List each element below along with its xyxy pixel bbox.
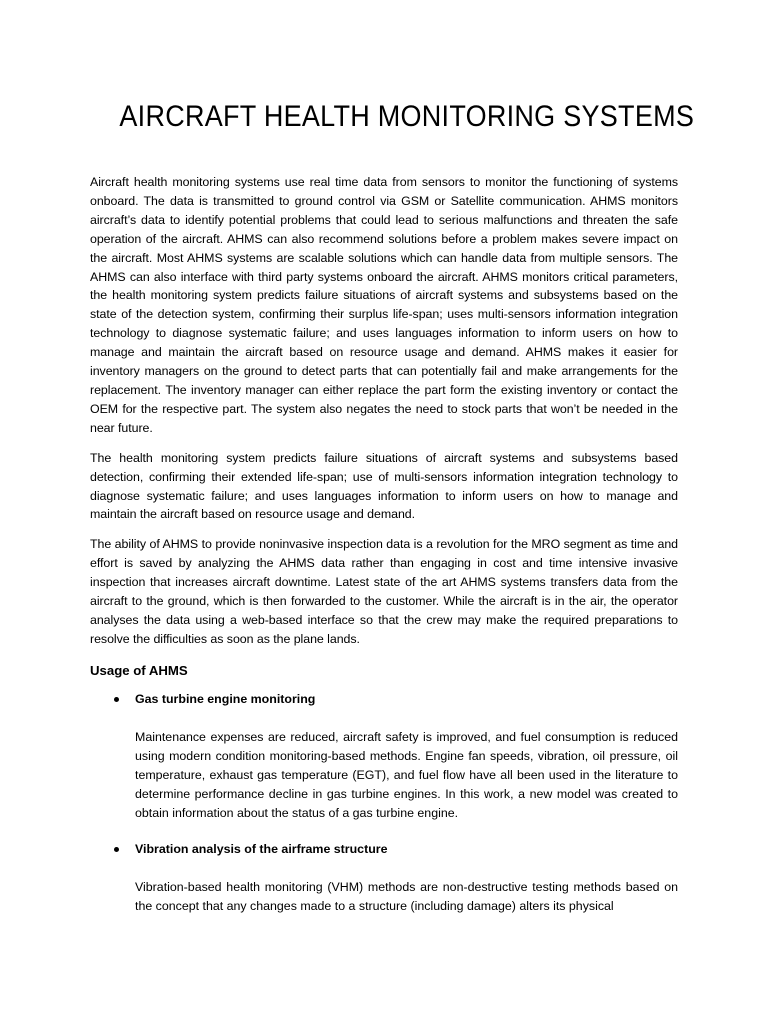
usage-heading: Usage of AHMS xyxy=(90,662,188,678)
detection-paragraph: The health monitoring system predicts failure situations of aircraft systems and subsystems based detection, confirming their extended life-span; use of multi-sensors information integration technology to diagnose systematic failure; and uses languages information to inform users on how to manage and maintain the aircraft based on resource usage and demand. xyxy=(90,450,678,522)
list-item xyxy=(90,840,678,916)
usage-list xyxy=(90,690,678,916)
bullet-icon xyxy=(114,847,119,852)
bullet-title: Gas turbine engine monitoring xyxy=(135,691,316,706)
mro-paragraph: The ability of AHMS to provide noninvasive inspection data is a revolution for the MRO segment as time and effort is saved by analyzing the AHMS data rather than engaging in cost and time intensive invasive inspection that increases aircraft downtime. Latest state of the art AHMS systems transfers data from the aircraft to the ground, which is then forwarded to the customer. While the aircraft is in the air, the operator analyses the data using a web-based interface so that the crew may make the required preparations to resolve the difficulties as soon as the plane lands. xyxy=(90,537,678,646)
bullet-description: Vibration-based health monitoring (VHM) methods are non-destructive testing methods based on the concept that any changes made to a structure (including damage) alters its physical xyxy=(135,879,678,913)
list-item xyxy=(90,690,678,823)
bullet-description: Maintenance expenses are reduced, aircraft safety is improved, and fuel consumption is reduced using modern condition monitoring-based methods. Engine fan speeds, vibration, oil pressure, oil temperature, exhaust gas temperature (EGT), and fuel flow have all been used in the literature to determine performance decline in gas turbine engines. In this work, a new model was created to obtain information about the status of a gas turbine engine. xyxy=(135,729,678,820)
document-title: AIRCRAFT HEALTH MONITORING SYSTEMS xyxy=(119,100,695,133)
intro-paragraph: Aircraft health monitoring systems use real time data from sensors to monitor the functioning of systems onboard. The data is transmitted to ground control via GSM or Satellite communication. AHMS monitors aircraft’s data to identify potential problems that could lead to serious malfunctions and threaten the safe operation of the aircraft. AHMS can also recommend solutions before a problem makes severe impact on the aircraft. Most AHMS systems are scalable solutions which can handle data from multiple sensors. The AHMS can also interface with third party systems onboard the aircraft. AHMS monitors critical parameters, the health monitoring system predicts failure situations of aircraft systems and subsystems based on the state of the detection system, confirming their surplus life-span; uses multi-sensors information integration technology to diagnose systematic failure; and uses languages information to inform users on how to manage and maintain the aircraft based on resource usage and demand. AHMS makes it easier for inventory managers on the ground to detect parts that can potentially fail and make arrangements for the replacement. The inventory manager can either replace the part form the existing inventory or contact the OEM for the respective part. The system also negates the need to stock parts that won’t be needed in the near future. xyxy=(90,175,678,435)
bullet-title: Vibration analysis of the airframe structure xyxy=(135,841,388,856)
bullet-icon xyxy=(114,697,119,702)
